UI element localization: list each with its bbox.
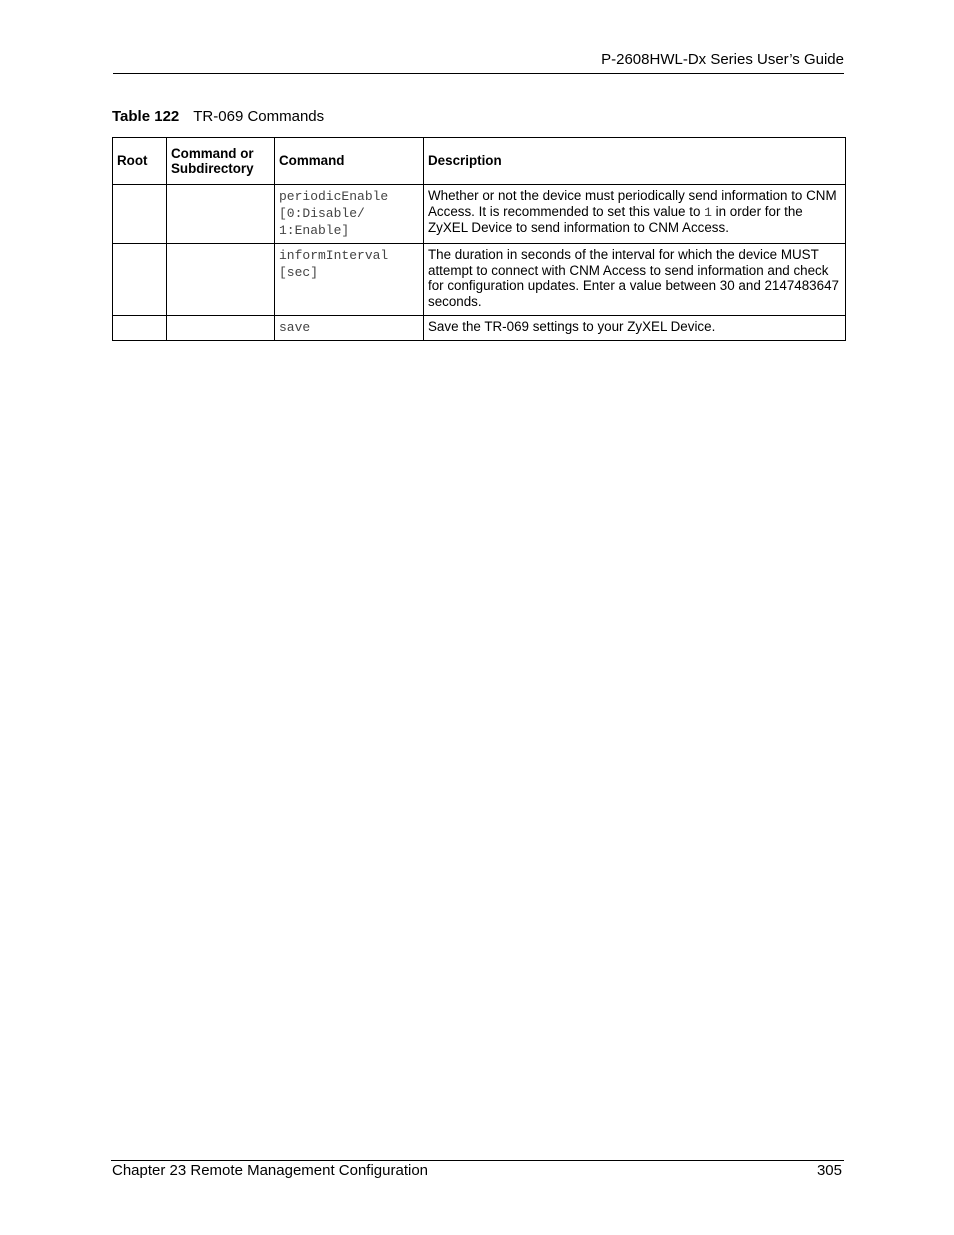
- cell-description: [424, 185, 846, 244]
- command-line: informInterval: [279, 248, 389, 263]
- footer-rule: [111, 1160, 844, 1161]
- cell-root: [113, 244, 167, 316]
- cell-command: [275, 185, 424, 244]
- table-row: [113, 244, 846, 316]
- command-line: periodicEnable: [279, 189, 389, 204]
- cell-root: [113, 185, 167, 244]
- description-text: in order for the ZyXEL Device to send information to CNM Access.: [428, 203, 803, 235]
- tr069-commands-table: [112, 137, 846, 341]
- column-header-subdirectory: Command or Subdirectory: [167, 138, 275, 185]
- table-caption-title: TR-069 Commands: [193, 108, 325, 125]
- command-line: [0:Disable/: [279, 206, 365, 221]
- column-header-description: Description: [424, 138, 846, 185]
- description-code: 1: [704, 204, 712, 220]
- footer-chapter: Chapter 23 Remote Management Configuration: [112, 1162, 429, 1179]
- table-row: [113, 185, 846, 244]
- cell-description: The duration in seconds of the interval for which the device MUST attempt to connect with CNM Access to send information and check for configuration updates. Enter a value between 30 and 2147483647 seconds.: [424, 244, 846, 316]
- cell-subdirectory: [167, 244, 275, 316]
- column-header-root: Root: [113, 138, 167, 185]
- description-text: Whether or not the device must periodically send information to CNM Access. It is recommended to set this value to: [428, 188, 837, 219]
- cell-command: [275, 316, 424, 341]
- table-caption: [112, 108, 324, 125]
- command-line: save: [279, 320, 311, 335]
- page-header-title: P-2608HWL-Dx Series User’s Guide: [601, 51, 844, 68]
- column-header-command: Command: [275, 138, 424, 185]
- cell-subdirectory: [167, 185, 275, 244]
- cell-command: [275, 244, 424, 316]
- command-line: 1:Enable]: [279, 223, 350, 238]
- footer-page-number: 305: [816, 1162, 842, 1179]
- table-header-row: [113, 138, 846, 185]
- header-rule: [113, 73, 844, 74]
- table-row: [113, 316, 846, 341]
- cell-root: [113, 316, 167, 341]
- command-line: [sec]: [279, 265, 319, 280]
- table-caption-number: Table 122: [112, 108, 180, 125]
- cell-description: Save the TR-069 settings to your ZyXEL Device.: [424, 316, 846, 341]
- cell-subdirectory: [167, 316, 275, 341]
